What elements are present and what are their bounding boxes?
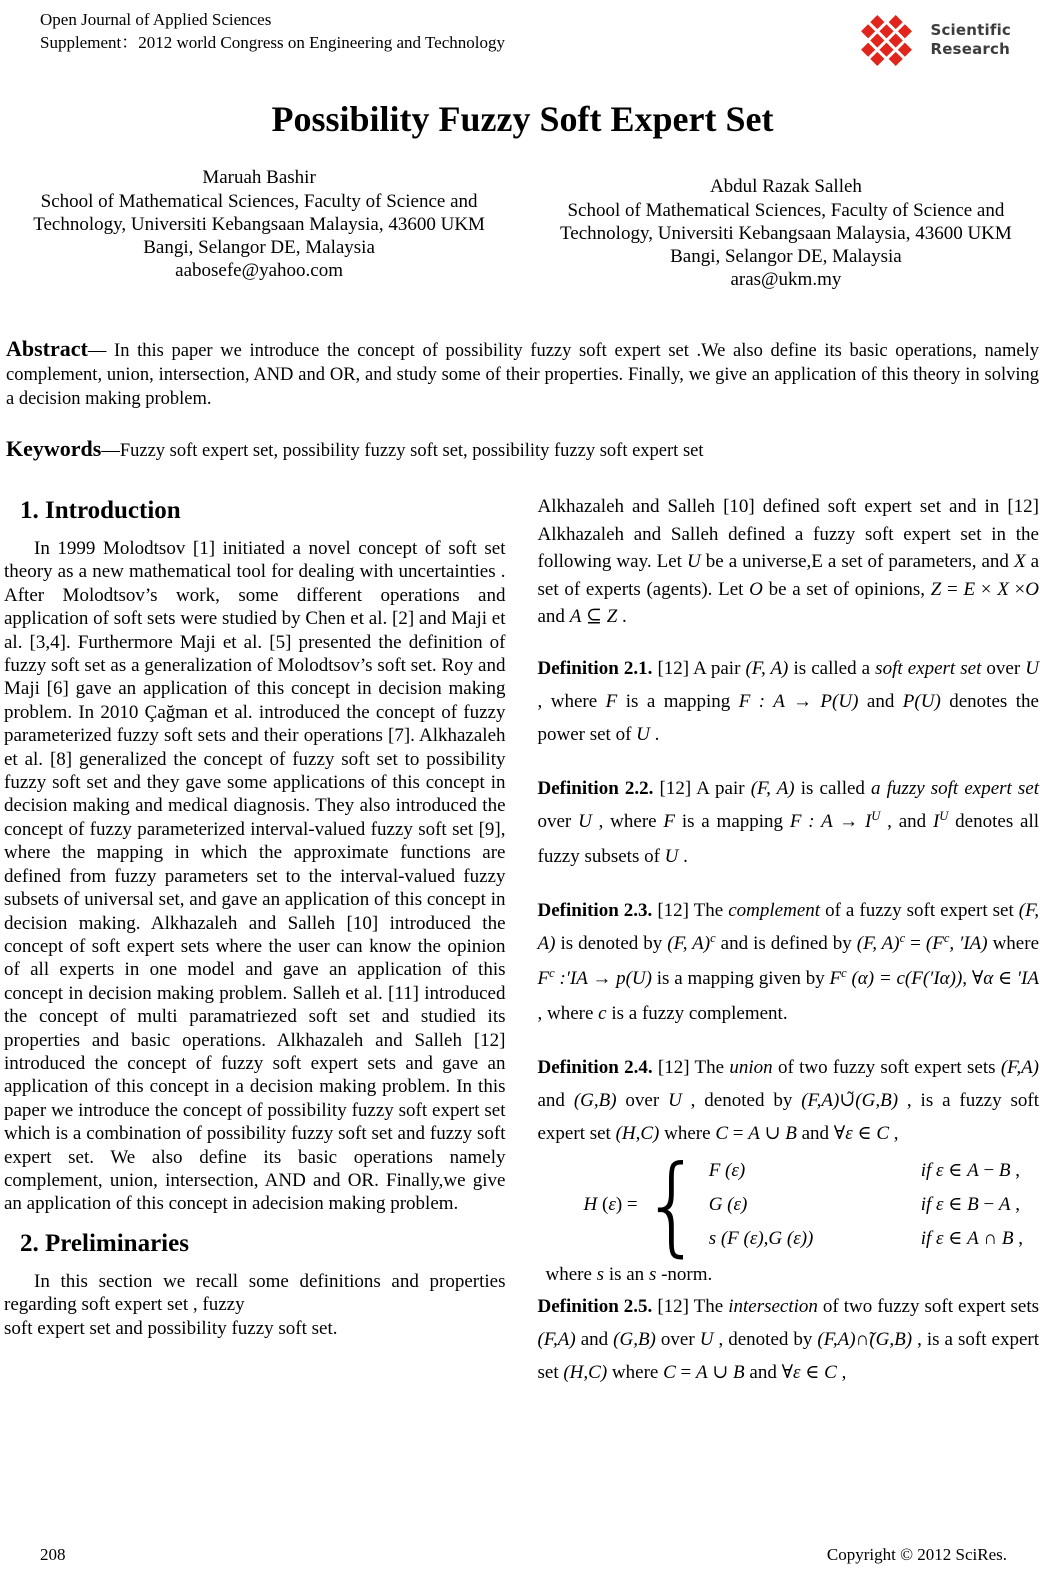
abstract-paragraph: Abstract— In this paper we introduce the concept of possibility fuzzy soft expert set .We also define its basic operations, namely complement, union, intersection, AND and OR, and study some of their properties. Finally, we give an application of this theory in solving a decision making problem.	[6, 336, 1039, 409]
preliminaries-paragraph-line2: soft expert set and possibility fuzzy soft set.	[4, 1317, 338, 1339]
journal-name: Open Journal of Applied Sciences	[40, 10, 272, 29]
author-2-email: aras@ukm.my	[730, 269, 842, 290]
author-2	[533, 175, 1039, 291]
scientific-research-logo	[854, 8, 1015, 72]
equation-brace: {	[641, 1141, 703, 1268]
logo-word-1: Scientific	[930, 21, 1011, 39]
definition-2-3: Definition 2.3. [12] The complement of a fuzzy soft expert set (F, A) is denoted by (F, A)$^c$ and is defined by (F, $A)^c = (F^c$, ′IA) where $F^c$ :′IA → p(U) is a mapping given by $F^c$ (α) = c(F(′Iα)), ∀α ∈ ′IA , where c is a fuzzy complement.	[537, 899, 1039, 1024]
equation-cases	[709, 1154, 1039, 1256]
equation-lhs: H (ε) =	[583, 1193, 638, 1215]
logo-word-2: Research	[930, 40, 1010, 58]
preliminaries-paragraph-line1: In this section we recall some definitions and properties regarding soft expert set , fuzzy	[4, 1270, 506, 1316]
introduction-paragraph: In 1999 Molodtsov [1] initiated a novel concept of soft set theory as a new mathematical tool for dealing with uncertainties . After Molodtsov’s work, some different operations and application of soft sets were studied by Chen et al. [2] and Maji et al. [3,4]. Furthermore Maji et al. [5] presented the definition of fuzzy soft set as a generalization of Molodtsov’s soft set. Roy and Maji [6] gave an application of this concept in decision making problem. In 2010 Çağman et al. introduced the concept of fuzzy parameterized fuzzy soft sets and their operations [7]. Alkhazaleh et al. [8] generalized the concept of fuzzy soft set to possibility fuzzy soft set and they gave some applications of this concept in decision making and medical diagnosis. They also introduced the concept of fuzzy parameterized interval-valued fuzzy soft set [9], where the mapping in which the approximate functions are defined from fuzzy parameters set to the interval-valued fuzzy subsets of universal set, and gave an application of this concept in decision making. Alkhazaleh and Salleh [10] introduced the concept of soft expert sets where the user can know the opinion of all experts in one model and gave an application of this concept in decision making problem. Salleh et al. [11] introduced the concept of multi paramatriezed soft set and studied its properties and basic operations. Alkhazaleh and Salleh [12] introduced the concept of fuzzy soft expert sets and gave an application of this concept in a decision making problem. In this paper we introduce the concept of possibility fuzzy soft expert set which is a combination of possibility fuzzy soft set and fuzzy soft expert set. We also define its basic operations namely complement, union, intersection, AND and OR. Finally,we give an application of this concept in adecision making problem.	[4, 538, 506, 1215]
page-number: 208	[40, 1545, 66, 1564]
snorm-note: where s is an s -norm.	[545, 1263, 713, 1285]
logo-diamonds-icon	[854, 8, 918, 72]
journal-supplement: Supplement：2012 world Congress on Engineering and Technology	[40, 33, 505, 52]
section-1-heading: 1. Introduction	[20, 497, 181, 524]
definition-2-4: Definition 2.4. [12] The union of two fuzzy soft expert sets (F,A) and (G,B) over U , denoted by (F,A)∪̃(G,B) , is a fuzzy soft expert set (H,C) where C = A ∪ B and ∀ε ∈ C ,	[537, 1056, 1040, 1144]
page-footer	[40, 1545, 1007, 1565]
equation-case-3: s (F (ε),G (ε)) if ε ∈ A ∩ B ,	[708, 1227, 1024, 1249]
definition-2-1: Definition 2.1. [12] A pair (F, A) is called a soft expert set over U , where F is a mapping F : A → P(U) and P(U) denotes the power set of U .	[537, 657, 1040, 745]
author-1-affiliation-line: Technology, Universiti Kebangsaan Malaysia, 43600 UKM	[33, 214, 485, 235]
author-1	[6, 166, 512, 291]
page-header	[0, 0, 1045, 72]
author-2-name: Abdul Razak Salleh	[709, 176, 862, 197]
author-2-affiliation-line: Technology, Universiti Kebangsaan Malaysia, 43600 UKM	[560, 223, 1012, 244]
two-column-body	[0, 491, 1045, 1389]
author-2-affiliation-line: School of Mathematical Sciences, Faculty of Science and	[567, 200, 1005, 221]
authors-block	[0, 166, 1045, 291]
equation-case-1: F (ε) if ε ∈ A − B ,	[708, 1159, 1021, 1181]
logo-wordmark	[930, 21, 1011, 59]
definition-2-2: Definition 2.2. [12] A pair (F, A) is called a fuzzy soft expert set over U , where F is a mapping F : $A \to I^U$ , and $I^U$ denotes all fuzzy subsets of U .	[537, 777, 1040, 867]
equation-case-2: G (ε) if ε ∈ B − A ,	[708, 1193, 1021, 1215]
author-1-email: aabosefe@yahoo.com	[175, 260, 343, 281]
section-2-heading: 2. Preliminaries	[20, 1229, 189, 1257]
author-2-affiliation-line: Bangi, Selangor DE, Malaysia	[670, 246, 902, 267]
left-column	[4, 491, 506, 1389]
paper-title: Possibility Fuzzy Soft Expert Set	[271, 99, 774, 139]
copyright-notice: Copyright © 2012 SciRes.	[826, 1545, 1007, 1564]
author-1-affiliation-line: Bangi, Selangor DE, Malaysia	[143, 237, 375, 258]
right-column	[538, 491, 1040, 1389]
author-1-name: Maruah Bashir	[202, 167, 316, 188]
journal-info	[40, 8, 505, 54]
keywords-line: Keywords—Fuzzy soft expert set, possibility fuzzy soft set, possibility fuzzy soft expert set	[6, 436, 704, 461]
author-1-affiliation-line: School of Mathematical Sciences, Faculty of Science and	[40, 191, 478, 212]
right-column-opening-paragraph: Alkhazaleh and Salleh [10] defined soft expert set and in [12] Alkhazaleh and Salleh defined a fuzzy soft expert set in the following way. Let U be a universe,E a set of parameters, and X a set of experts (agents). Let O be a set of opinions, Z = E × X ×O and A ⊆ Z .	[537, 496, 1040, 627]
definition-2-5: Definition 2.5. [12] The intersection of two fuzzy soft expert sets (F,A) and (G,B) over U , denoted by (F,A)∩̃(G,B) , is a soft expert set (H,C) where C = A ∪ B and ∀ε ∈ C ,	[537, 1295, 1039, 1383]
union-piecewise-equation	[583, 1141, 1040, 1268]
